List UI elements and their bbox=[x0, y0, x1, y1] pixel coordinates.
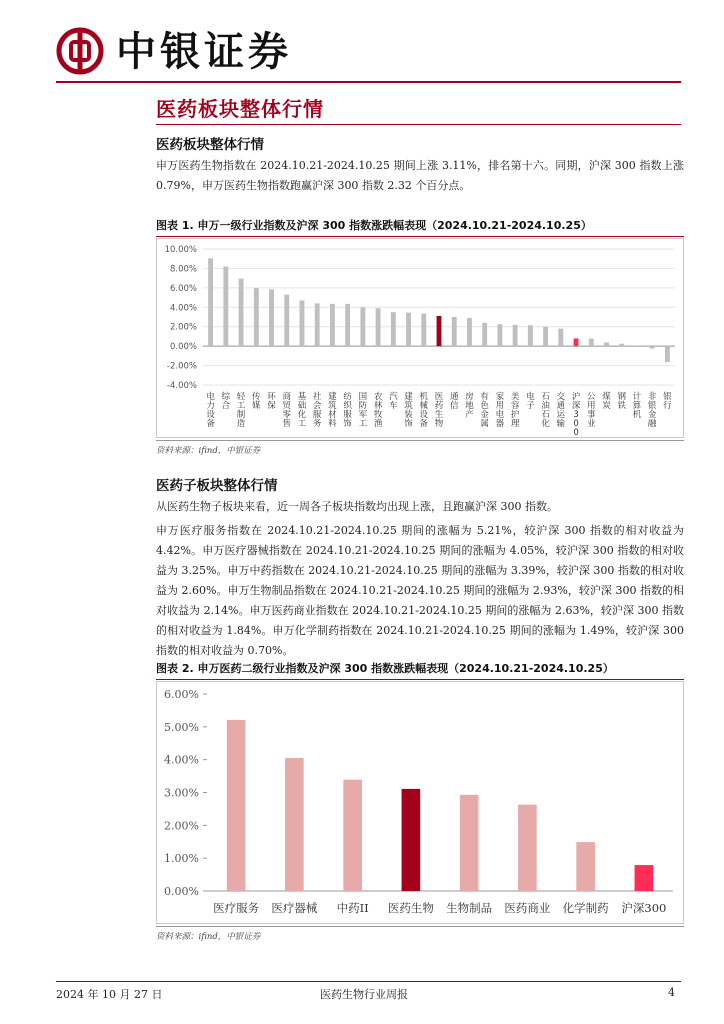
x-tick-label bbox=[480, 391, 489, 429]
y-tick-label: 1.00% bbox=[164, 852, 199, 866]
x-tick-label-char: 防 bbox=[358, 401, 368, 411]
x-tick-label-char: 筑 bbox=[404, 401, 413, 411]
x-tick-label-char: 保 bbox=[267, 401, 276, 411]
x-tick-label-char: 料 bbox=[328, 419, 337, 429]
x-tick-label-char: 电 bbox=[526, 392, 535, 402]
bar bbox=[604, 342, 609, 346]
bar bbox=[269, 289, 274, 346]
figure2-source: 资料来源：ifind，中银证券 bbox=[156, 932, 261, 942]
bar bbox=[227, 720, 246, 891]
figure1-caption-divider bbox=[156, 236, 684, 237]
figure1-source-divider bbox=[156, 440, 684, 441]
y-tick-label: 10.00% bbox=[164, 245, 197, 255]
x-tick-label-char: 饰 bbox=[343, 419, 352, 429]
x-tick-label-char: 轻 bbox=[236, 392, 246, 402]
x-tick-label-char: 工 bbox=[358, 419, 368, 429]
y-tick-label: 2.00% bbox=[164, 819, 199, 833]
bar bbox=[467, 318, 472, 346]
x-tick-label-char: 媒 bbox=[252, 401, 261, 411]
x-tick-label-char: 油 bbox=[541, 401, 550, 411]
x-tick-label-char: 电 bbox=[206, 392, 215, 402]
x-tick-label-char: 行 bbox=[663, 401, 672, 411]
section-paragraph-intro: 从医药生物子板块来看，近一周各子板块指数均出现上涨，且跑赢沪深 300 指数。 bbox=[156, 500, 558, 513]
x-tick-label-char: 护 bbox=[510, 410, 520, 420]
x-tick-label-char: 车 bbox=[389, 401, 398, 411]
page-title-divider bbox=[156, 124, 681, 125]
x-tick-label-char: 运 bbox=[556, 410, 566, 420]
x-tick-label bbox=[206, 391, 215, 429]
y-tick-label: 2.00% bbox=[169, 322, 197, 333]
footer-date: 2024 年 10 月 27 日 bbox=[56, 988, 163, 1001]
x-tick-label bbox=[374, 391, 383, 429]
x-tick-label: 医药生物 bbox=[387, 901, 434, 915]
x-tick-label-char: 融 bbox=[647, 419, 657, 429]
x-tick-label bbox=[404, 391, 413, 429]
bar bbox=[574, 338, 579, 346]
bar bbox=[635, 865, 654, 891]
section-heading-sector-overview: 医药板块整体行情 bbox=[156, 137, 264, 153]
x-tick-label-char: 色 bbox=[480, 401, 489, 411]
x-tick-label-char: 零 bbox=[282, 410, 291, 420]
figure1-chart-svg bbox=[157, 239, 683, 437]
x-tick-label-char: 非 bbox=[647, 392, 657, 402]
x-tick-label bbox=[267, 392, 276, 411]
bar bbox=[437, 316, 442, 346]
bar bbox=[330, 304, 335, 346]
bar bbox=[482, 323, 487, 346]
x-tick-label-char: 容 bbox=[510, 401, 520, 411]
figure2-chart bbox=[156, 681, 684, 924]
x-tick-label-char: 机 bbox=[632, 410, 642, 420]
x-tick-label-char: 环 bbox=[267, 392, 276, 402]
figure1-source: 资料来源：ifind，中银证券 bbox=[156, 446, 261, 456]
y-tick-label: 4.00% bbox=[169, 303, 197, 314]
y-tick-label: -4.00% bbox=[166, 381, 197, 391]
x-tick-label-char: 渔 bbox=[373, 419, 383, 429]
x-tick-label-char: 沪 bbox=[571, 392, 581, 402]
bar bbox=[300, 300, 305, 346]
y-tick-label: 5.00% bbox=[164, 720, 199, 734]
bar bbox=[402, 789, 421, 891]
x-tick-label-char: 贸 bbox=[282, 401, 291, 411]
x-tick-label-char: 建 bbox=[328, 392, 337, 402]
x-tick-label-char: 础 bbox=[297, 401, 307, 411]
x-tick-label-char: 器 bbox=[495, 419, 505, 429]
section-paragraph-sector-overview: 申万医药生物指数在 2024.10.21-2024.10.25 期间上涨 3.11%，排名第十六。同期，沪深 300 指数上涨 0.79%，申万医药生物指数跑赢沪深 300 指数 2.32 个百分点。 bbox=[156, 159, 684, 192]
x-tick-label bbox=[602, 391, 611, 411]
x-tick-label-char: 美 bbox=[510, 392, 520, 402]
y-tick-label: 0.00% bbox=[169, 342, 197, 353]
x-tick-label-char: 属 bbox=[480, 419, 489, 429]
x-tick-label-char: 林 bbox=[373, 401, 383, 411]
section-heading-subsector-overview: 医药子板块整体行情 bbox=[156, 478, 278, 494]
bar bbox=[376, 308, 381, 346]
x-tick-label-char: 织 bbox=[343, 401, 352, 411]
footer-page-number: 4 bbox=[668, 986, 675, 999]
x-tick-label-char: 公 bbox=[587, 392, 596, 402]
x-tick-label: 沪深300 bbox=[621, 901, 667, 915]
x-tick-label-char: 银 bbox=[647, 401, 657, 411]
y-tick-label: 6.00% bbox=[169, 283, 197, 294]
x-tick-label-char: 社 bbox=[312, 392, 322, 402]
bar bbox=[360, 307, 365, 346]
x-tick-label-char: 商 bbox=[282, 392, 291, 402]
x-tick-label-char: 3 bbox=[573, 410, 579, 420]
x-tick-label-char: 医 bbox=[434, 392, 444, 402]
bar bbox=[497, 324, 502, 346]
x-tick-label-char: 0 bbox=[573, 428, 579, 437]
x-tick-label bbox=[663, 391, 672, 411]
x-tick-label-char: 生 bbox=[434, 410, 444, 420]
y-tick-label: 8.00% bbox=[169, 264, 197, 275]
x-tick-label-char: 服 bbox=[312, 410, 322, 420]
x-tick-label-char: 会 bbox=[312, 401, 322, 411]
figure2-caption-divider bbox=[156, 679, 684, 680]
bar bbox=[634, 346, 639, 347]
x-tick-label-char: 建 bbox=[404, 392, 413, 402]
x-tick-label-char: 金 bbox=[480, 410, 489, 420]
bar bbox=[284, 295, 289, 346]
x-tick-label bbox=[587, 392, 596, 429]
y-tick-label: 4.00% bbox=[164, 753, 199, 767]
bank-logo-icon bbox=[56, 27, 104, 75]
x-tick-label bbox=[359, 392, 368, 429]
x-tick-label-char: 务 bbox=[312, 419, 322, 429]
x-tick-label-char: 服 bbox=[343, 410, 352, 420]
bar bbox=[650, 346, 655, 348]
footer-report-title: 医药生物行业周报 bbox=[320, 988, 408, 1001]
bar bbox=[223, 266, 228, 346]
x-tick-label: 医疗服务 bbox=[213, 901, 260, 915]
x-tick-label-char: 综 bbox=[221, 392, 231, 402]
x-tick-label-char: 深 bbox=[571, 401, 581, 411]
x-tick-label bbox=[313, 391, 322, 429]
x-tick-label-char: 电 bbox=[495, 410, 505, 420]
x-tick-label: 化学制药 bbox=[562, 901, 609, 915]
x-tick-label-char: 家 bbox=[495, 392, 505, 402]
x-tick-label-char: 农 bbox=[373, 392, 383, 402]
x-tick-label-char: 金 bbox=[647, 410, 657, 420]
y-tick-label: 0.00% bbox=[164, 885, 199, 898]
x-tick-label-char: 钢 bbox=[617, 392, 626, 402]
x-tick-label-char: 国 bbox=[358, 392, 368, 402]
x-tick-label-char: 合 bbox=[221, 401, 231, 411]
x-tick-label-char: 产 bbox=[465, 410, 474, 420]
x-tick-label: 医疗器械 bbox=[271, 901, 318, 915]
x-tick-label-char: 设 bbox=[419, 410, 429, 420]
x-tick-label-char: 筑 bbox=[328, 401, 337, 411]
x-tick-label-char: 业 bbox=[587, 419, 596, 429]
page-title: 医药板块整体行情 bbox=[156, 97, 324, 121]
x-tick-label bbox=[298, 391, 307, 429]
x-tick-label-char: 机 bbox=[419, 392, 429, 402]
x-tick-label-char: 传 bbox=[252, 392, 261, 402]
x-tick-label-char: 化 bbox=[297, 410, 307, 420]
x-tick-label bbox=[572, 391, 581, 437]
x-tick-label-char: 通 bbox=[449, 392, 459, 402]
footer-divider bbox=[56, 981, 681, 982]
x-tick-label-char: 基 bbox=[297, 392, 307, 402]
x-tick-label-char: 信 bbox=[449, 401, 459, 411]
y-tick-label: -2.00% bbox=[166, 361, 197, 372]
figure2-chart-svg bbox=[157, 682, 683, 923]
x-tick-label-char: 制 bbox=[236, 410, 246, 420]
bar bbox=[452, 317, 457, 346]
bar bbox=[589, 339, 594, 347]
x-tick-label bbox=[252, 391, 261, 411]
bar bbox=[619, 344, 624, 346]
bar bbox=[345, 304, 350, 346]
y-tick-label: 6.00% bbox=[164, 688, 199, 701]
x-tick-label-char: 交 bbox=[556, 392, 566, 402]
x-tick-label bbox=[435, 392, 444, 429]
x-tick-label bbox=[237, 391, 246, 429]
x-tick-label-char: 铁 bbox=[617, 401, 626, 411]
bar bbox=[406, 313, 411, 347]
x-tick-label-char: 纺 bbox=[343, 392, 352, 402]
x-tick-label-char: 地 bbox=[465, 401, 474, 411]
brand-name: 中银证券 bbox=[116, 28, 292, 75]
figure2-caption: 图表 2. 申万医药二级行业指数及沪深 300 指数涨跌幅表现（2024.10.21-2024.10.25） bbox=[156, 662, 614, 675]
x-tick-label-char: 售 bbox=[282, 419, 291, 429]
x-tick-label-char: 事 bbox=[587, 410, 596, 420]
x-tick-label bbox=[343, 391, 352, 429]
x-tick-label-char: 用 bbox=[587, 401, 596, 411]
x-tick-label bbox=[511, 391, 520, 429]
bar bbox=[543, 327, 548, 346]
x-tick-label-char: 工 bbox=[297, 419, 307, 429]
x-tick-label bbox=[450, 391, 459, 411]
figure1-chart bbox=[156, 238, 684, 438]
bar bbox=[343, 780, 362, 891]
x-tick-label-char: 计 bbox=[632, 392, 642, 402]
x-tick-label-char: 用 bbox=[495, 401, 505, 411]
x-tick-label-char: 械 bbox=[419, 401, 429, 411]
bar bbox=[518, 805, 537, 891]
x-tick-label bbox=[617, 391, 626, 411]
x-tick-label bbox=[496, 391, 505, 429]
bar bbox=[239, 279, 244, 347]
x-tick-label-char: 通 bbox=[556, 401, 566, 411]
x-tick-label-char: 银 bbox=[663, 392, 672, 402]
x-tick-label-char: 汽 bbox=[389, 392, 398, 402]
x-tick-label-char: 备 bbox=[419, 419, 429, 429]
x-tick-label bbox=[648, 391, 657, 429]
x-tick-label bbox=[328, 391, 337, 429]
bar bbox=[285, 758, 304, 891]
x-tick-label-char: 石 bbox=[541, 410, 550, 420]
x-tick-label-char: 煤 bbox=[602, 392, 611, 402]
x-tick-label-char: 材 bbox=[328, 410, 337, 420]
bar bbox=[254, 288, 259, 346]
x-tick-label: 中药II bbox=[336, 901, 369, 915]
y-tick-label: 3.00% bbox=[164, 786, 199, 800]
x-tick-label bbox=[420, 391, 429, 429]
bar bbox=[391, 312, 396, 346]
x-tick-label bbox=[389, 391, 398, 411]
x-tick-label bbox=[633, 391, 642, 420]
bar bbox=[528, 325, 533, 346]
bar bbox=[208, 258, 213, 346]
figure1-caption: 图表 1. 申万一级行业指数及沪深 300 指数涨跌幅表现（2024.10.21-2024.10.25） bbox=[156, 219, 592, 232]
bar bbox=[460, 795, 479, 891]
x-tick-label-char: 装 bbox=[404, 410, 413, 420]
x-tick-label bbox=[541, 392, 550, 429]
x-tick-label-char: 备 bbox=[206, 419, 215, 429]
x-tick-label bbox=[222, 391, 231, 411]
x-tick-label-char: 设 bbox=[206, 410, 215, 420]
x-tick-label-char: 0 bbox=[573, 419, 579, 429]
figure2-source-divider bbox=[156, 926, 684, 927]
bar bbox=[513, 325, 518, 346]
x-tick-label-char: 算 bbox=[632, 401, 642, 411]
x-tick-label-char: 房 bbox=[465, 392, 474, 402]
x-tick-label-char: 化 bbox=[541, 419, 550, 429]
x-tick-label-char: 工 bbox=[236, 401, 246, 411]
x-tick-label-char: 物 bbox=[434, 419, 444, 429]
bar bbox=[576, 842, 595, 891]
x-tick-label-char: 造 bbox=[236, 419, 246, 429]
x-tick-label-char: 饰 bbox=[404, 419, 413, 429]
bar bbox=[421, 314, 426, 347]
x-tick-label bbox=[557, 391, 566, 429]
bar bbox=[665, 346, 670, 362]
x-tick-label bbox=[465, 391, 474, 420]
x-tick-label-char: 牧 bbox=[373, 410, 383, 420]
x-tick-label-char: 力 bbox=[206, 401, 215, 411]
section-paragraph-subsector-details: 申万医疗服务指数在 2024.10.21-2024.10.25 期间的涨幅为 5.21%，较沪深 300 指数的相对收益为 4.42%。申万医疗器械指数在 2024.10.21-2024.10.25 期间的涨幅为 4.05%，较沪深 300 指数的相对收益为 3.25%。申万中药指数在 2024.10.21-2024.10.25 期间的涨幅为 3.39%，较沪深 300 指数的相对收益为 2.60%。申万生物制品指数在 2024.10.21-2024.10.25 期间的涨幅为 2.93%，较沪深 300 指数的相对收益为 2.14%。申万医药商业指数在 2024.10.21-2024.10.25 期间的涨幅为 2.63%，较沪深 300 指数的相对收益为 1.84%。申万化学制药指数在 2024.10.21-2024.10.25 期间的涨幅为 1.49%，较沪深 300 指数的相对收益为 0.70%。 bbox=[156, 524, 684, 657]
x-tick-label-char: 理 bbox=[510, 419, 520, 429]
x-tick-label-char: 石 bbox=[541, 392, 550, 402]
x-tick-label bbox=[282, 391, 291, 429]
x-tick-label bbox=[526, 391, 535, 411]
bar bbox=[558, 329, 563, 346]
x-tick-label-char: 药 bbox=[434, 401, 444, 411]
bar bbox=[315, 303, 320, 346]
x-tick-label: 生物制品 bbox=[446, 901, 493, 915]
x-tick-label: 医药商业 bbox=[504, 901, 551, 915]
x-tick-label-char: 炭 bbox=[602, 401, 611, 411]
x-tick-label-char: 输 bbox=[556, 419, 566, 429]
x-tick-label-char: 军 bbox=[358, 410, 368, 420]
header-divider bbox=[56, 81, 681, 83]
x-tick-label-char: 有 bbox=[480, 392, 489, 402]
x-tick-label-char: 子 bbox=[526, 401, 535, 411]
